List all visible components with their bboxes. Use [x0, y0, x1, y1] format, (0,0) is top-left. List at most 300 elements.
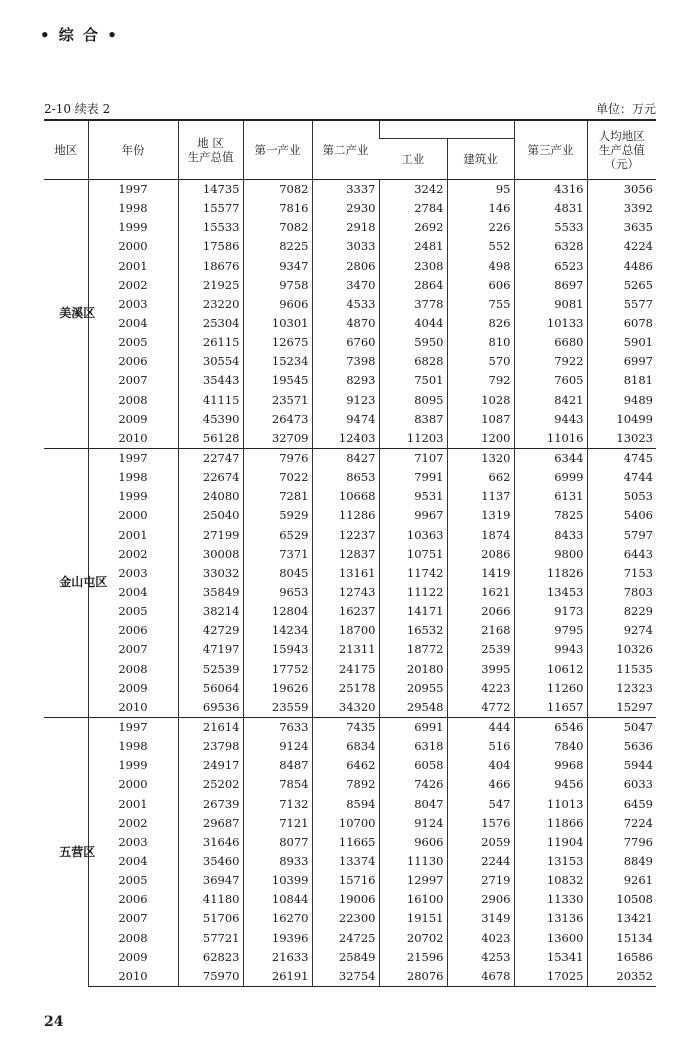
table-row [44, 967, 656, 987]
cell-secondary: 2930 [312, 199, 379, 218]
table-row [44, 506, 656, 525]
cell-year: 2001 [88, 526, 178, 545]
table-row [44, 660, 656, 679]
cell-secondary: 32754 [312, 967, 379, 987]
cell-tertiary: 17025 [514, 967, 587, 987]
cell-construction: 1137 [447, 487, 514, 506]
cell-industry: 19151 [379, 909, 447, 928]
cell-primary: 19626 [243, 679, 312, 698]
cell-primary: 5929 [243, 506, 312, 525]
cell-secondary: 25849 [312, 948, 379, 967]
cell-gdp: 31646 [178, 833, 243, 852]
cell-secondary: 3470 [312, 276, 379, 295]
cell-tertiary: 9795 [514, 621, 587, 640]
cell-industry: 28076 [379, 967, 447, 987]
cell-year: 1999 [88, 487, 178, 506]
cell-industry: 12997 [379, 871, 447, 890]
cell-tertiary: 7825 [514, 506, 587, 525]
cell-per-capita: 7224 [587, 814, 656, 833]
table-row [44, 526, 656, 545]
cell-tertiary: 7922 [514, 352, 587, 371]
cell-tertiary: 11866 [514, 814, 587, 833]
cell-industry: 10751 [379, 545, 447, 564]
table-row [44, 621, 656, 640]
cell-year: 1997 [88, 717, 178, 737]
cell-secondary: 11286 [312, 506, 379, 525]
cell-year: 2008 [88, 928, 178, 947]
col-header-industry: 工业 [379, 139, 447, 180]
cell-construction: 516 [447, 737, 514, 756]
cell-gdp: 62823 [178, 948, 243, 967]
cell-primary: 17752 [243, 660, 312, 679]
cell-per-capita: 7153 [587, 564, 656, 583]
cell-per-capita: 13023 [587, 429, 656, 449]
cell-year: 1997 [88, 180, 178, 200]
cell-secondary: 24725 [312, 928, 379, 947]
cell-per-capita: 10326 [587, 640, 656, 659]
cell-industry: 8047 [379, 795, 447, 814]
cell-tertiary: 9443 [514, 410, 587, 429]
cell-per-capita: 4745 [587, 448, 656, 468]
cell-gdp: 23798 [178, 737, 243, 756]
cell-year: 2001 [88, 795, 178, 814]
cell-per-capita: 8181 [587, 371, 656, 390]
cell-primary: 9606 [243, 295, 312, 314]
cell-secondary: 8594 [312, 795, 379, 814]
table-row [44, 795, 656, 814]
cell-per-capita: 10508 [587, 890, 656, 909]
cell-construction: 4223 [447, 679, 514, 698]
cell-tertiary: 6131 [514, 487, 587, 506]
cell-tertiary: 7840 [514, 737, 587, 756]
table-row [44, 928, 656, 947]
cell-secondary: 2806 [312, 257, 379, 276]
cell-industry: 2784 [379, 199, 447, 218]
cell-secondary: 13161 [312, 564, 379, 583]
cell-year: 2008 [88, 660, 178, 679]
table-row [44, 371, 656, 390]
cell-primary: 7633 [243, 717, 312, 737]
cell-industry: 18772 [379, 640, 447, 659]
cell-year: 1998 [88, 737, 178, 756]
cell-industry: 4044 [379, 314, 447, 333]
cell-construction: 404 [447, 756, 514, 775]
col-header-year: 年份 [88, 120, 178, 180]
table-row [44, 890, 656, 909]
cell-tertiary: 11904 [514, 833, 587, 852]
cell-primary: 7976 [243, 448, 312, 468]
cell-year: 2000 [88, 506, 178, 525]
cell-tertiary: 9968 [514, 756, 587, 775]
cell-secondary: 19006 [312, 890, 379, 909]
cell-year: 2008 [88, 391, 178, 410]
table-row [44, 352, 656, 371]
cell-per-capita: 7803 [587, 583, 656, 602]
cell-industry: 16532 [379, 621, 447, 640]
table-row [44, 909, 656, 928]
cell-primary: 9347 [243, 257, 312, 276]
cell-gdp: 69536 [178, 698, 243, 718]
cell-year: 2004 [88, 852, 178, 871]
cell-primary: 10399 [243, 871, 312, 890]
cell-industry: 8095 [379, 391, 447, 410]
cell-gdp: 38214 [178, 602, 243, 621]
cell-gdp: 25304 [178, 314, 243, 333]
cell-year: 2007 [88, 371, 178, 390]
cell-per-capita: 5406 [587, 506, 656, 525]
cell-construction: 3149 [447, 909, 514, 928]
cell-industry: 11130 [379, 852, 447, 871]
cell-tertiary: 13453 [514, 583, 587, 602]
cell-construction: 547 [447, 795, 514, 814]
cell-construction: 1087 [447, 410, 514, 429]
cell-per-capita: 9261 [587, 871, 656, 890]
cell-gdp: 27199 [178, 526, 243, 545]
cell-per-capita: 6459 [587, 795, 656, 814]
cell-industry: 21596 [379, 948, 447, 967]
cell-per-capita: 4224 [587, 237, 656, 256]
cell-year: 2009 [88, 948, 178, 967]
cell-secondary: 15716 [312, 871, 379, 890]
cell-secondary: 12837 [312, 545, 379, 564]
table-row [44, 871, 656, 890]
table-row [44, 948, 656, 967]
cell-per-capita: 3635 [587, 218, 656, 237]
table-id: 2-10 续表 2 [44, 102, 111, 116]
cell-gdp: 41180 [178, 890, 243, 909]
cell-primary: 16270 [243, 909, 312, 928]
cell-industry: 3242 [379, 180, 447, 200]
cell-secondary: 25178 [312, 679, 379, 698]
cell-construction: 570 [447, 352, 514, 371]
cell-per-capita: 4744 [587, 468, 656, 487]
cell-per-capita: 6997 [587, 352, 656, 371]
cell-gdp: 15533 [178, 218, 243, 237]
cell-per-capita: 6443 [587, 545, 656, 564]
cell-secondary: 7398 [312, 352, 379, 371]
cell-tertiary: 6999 [514, 468, 587, 487]
cell-secondary: 10700 [312, 814, 379, 833]
table-row [44, 180, 656, 200]
cell-tertiary: 10133 [514, 314, 587, 333]
cell-construction: 1028 [447, 391, 514, 410]
cell-tertiary: 9943 [514, 640, 587, 659]
cell-industry: 20180 [379, 660, 447, 679]
cell-year: 2001 [88, 257, 178, 276]
cell-tertiary: 11260 [514, 679, 587, 698]
cell-tertiary: 6328 [514, 237, 587, 256]
cell-construction: 4253 [447, 948, 514, 967]
cell-tertiary: 7605 [514, 371, 587, 390]
cell-tertiary: 6680 [514, 333, 587, 352]
cell-gdp: 17586 [178, 237, 243, 256]
cell-gdp: 23220 [178, 295, 243, 314]
cell-industry: 6991 [379, 717, 447, 737]
cell-industry: 7107 [379, 448, 447, 468]
table-row [44, 852, 656, 871]
region-name: 五营区 [59, 844, 96, 859]
cell-per-capita: 5901 [587, 333, 656, 352]
cell-per-capita: 4486 [587, 257, 656, 276]
table-row [44, 679, 656, 698]
table-row [44, 333, 656, 352]
cell-industry: 9531 [379, 487, 447, 506]
cell-gdp: 26115 [178, 333, 243, 352]
cell-construction: 146 [447, 199, 514, 218]
cell-primary: 15943 [243, 640, 312, 659]
region-label [44, 717, 96, 986]
cell-year: 2005 [88, 333, 178, 352]
cell-year: 2009 [88, 679, 178, 698]
cell-tertiary: 13153 [514, 852, 587, 871]
cell-year: 2005 [88, 602, 178, 621]
cell-year: 2003 [88, 833, 178, 852]
cell-industry: 11122 [379, 583, 447, 602]
cell-construction: 792 [447, 371, 514, 390]
cell-construction: 662 [447, 468, 514, 487]
cell-construction: 2168 [447, 621, 514, 640]
cell-construction: 1621 [447, 583, 514, 602]
cell-construction: 2539 [447, 640, 514, 659]
cell-construction: 444 [447, 717, 514, 737]
cell-industry: 10363 [379, 526, 447, 545]
cell-year: 2006 [88, 890, 178, 909]
cell-year: 2000 [88, 237, 178, 256]
cell-primary: 15234 [243, 352, 312, 371]
cell-industry: 2308 [379, 257, 447, 276]
cell-gdp: 36947 [178, 871, 243, 890]
cell-construction: 3995 [447, 660, 514, 679]
cell-primary: 19396 [243, 928, 312, 947]
cell-per-capita: 5577 [587, 295, 656, 314]
cell-primary: 6529 [243, 526, 312, 545]
cell-year: 2003 [88, 295, 178, 314]
cell-tertiary: 6523 [514, 257, 587, 276]
cell-secondary: 24175 [312, 660, 379, 679]
cell-primary: 26473 [243, 410, 312, 429]
cell-construction: 810 [447, 333, 514, 352]
cell-tertiary: 4831 [514, 199, 587, 218]
cell-secondary: 10668 [312, 487, 379, 506]
statistics-table [44, 119, 656, 987]
cell-gdp: 33032 [178, 564, 243, 583]
cell-gdp: 25040 [178, 506, 243, 525]
cell-secondary: 6462 [312, 756, 379, 775]
cell-gdp: 24917 [178, 756, 243, 775]
cell-industry: 6828 [379, 352, 447, 371]
cell-per-capita: 9274 [587, 621, 656, 640]
cell-construction: 4023 [447, 928, 514, 947]
cell-tertiary: 10832 [514, 871, 587, 890]
cell-tertiary: 5533 [514, 218, 587, 237]
table-row [44, 545, 656, 564]
cell-industry: 16100 [379, 890, 447, 909]
cell-industry: 11203 [379, 429, 447, 449]
cell-secondary: 34320 [312, 698, 379, 718]
cell-year: 2010 [88, 429, 178, 449]
cell-per-capita: 3392 [587, 199, 656, 218]
cell-per-capita: 6033 [587, 775, 656, 794]
table-row [44, 295, 656, 314]
table-subheading [44, 100, 656, 118]
cell-year: 2003 [88, 564, 178, 583]
table-row [44, 698, 656, 718]
cell-year: 2002 [88, 276, 178, 295]
cell-construction: 2906 [447, 890, 514, 909]
table-row [44, 391, 656, 410]
cell-per-capita: 8849 [587, 852, 656, 871]
cell-tertiary: 9173 [514, 602, 587, 621]
table-row [44, 314, 656, 333]
cell-primary: 32709 [243, 429, 312, 449]
cell-industry: 20702 [379, 928, 447, 947]
cell-gdp: 35460 [178, 852, 243, 871]
cell-gdp: 26739 [178, 795, 243, 814]
cell-per-capita: 16586 [587, 948, 656, 967]
table-row [44, 602, 656, 621]
cell-primary: 9758 [243, 276, 312, 295]
cell-gdp: 18676 [178, 257, 243, 276]
cell-primary: 8225 [243, 237, 312, 256]
cell-tertiary: 6344 [514, 448, 587, 468]
cell-primary: 8933 [243, 852, 312, 871]
cell-gdp: 41115 [178, 391, 243, 410]
table-header [44, 120, 656, 180]
section-title: • 综 合 • [40, 26, 119, 44]
cell-industry: 2692 [379, 218, 447, 237]
table-row [44, 756, 656, 775]
cell-secondary: 2918 [312, 218, 379, 237]
cell-per-capita: 5636 [587, 737, 656, 756]
cell-gdp: 29687 [178, 814, 243, 833]
cell-construction: 1200 [447, 429, 514, 449]
cell-industry: 14171 [379, 602, 447, 621]
cell-primary: 9653 [243, 583, 312, 602]
table-body [44, 180, 656, 987]
cell-tertiary: 11330 [514, 890, 587, 909]
cell-primary: 21633 [243, 948, 312, 967]
cell-secondary: 7435 [312, 717, 379, 737]
cell-gdp: 56064 [178, 679, 243, 698]
table-row [44, 640, 656, 659]
table-row [44, 775, 656, 794]
cell-primary: 23559 [243, 698, 312, 718]
cell-gdp: 30008 [178, 545, 243, 564]
cell-primary: 9124 [243, 737, 312, 756]
cell-per-capita: 5797 [587, 526, 656, 545]
cell-secondary: 18700 [312, 621, 379, 640]
cell-tertiary: 6546 [514, 717, 587, 737]
cell-construction: 755 [447, 295, 514, 314]
cell-tertiary: 8421 [514, 391, 587, 410]
cell-gdp: 45390 [178, 410, 243, 429]
cell-secondary: 6760 [312, 333, 379, 352]
cell-per-capita: 10499 [587, 410, 656, 429]
cell-industry: 6058 [379, 756, 447, 775]
cell-construction: 606 [447, 276, 514, 295]
cell-industry: 6318 [379, 737, 447, 756]
cell-per-capita: 15134 [587, 928, 656, 947]
cell-secondary: 12237 [312, 526, 379, 545]
cell-tertiary: 11657 [514, 698, 587, 718]
cell-year: 1998 [88, 199, 178, 218]
cell-tertiary: 9456 [514, 775, 587, 794]
cell-industry: 7501 [379, 371, 447, 390]
table-row [44, 448, 656, 468]
cell-construction: 826 [447, 314, 514, 333]
cell-tertiary: 11013 [514, 795, 587, 814]
cell-year: 2002 [88, 814, 178, 833]
table-row [44, 257, 656, 276]
region-label [44, 180, 96, 449]
cell-secondary: 3033 [312, 237, 379, 256]
cell-tertiary: 8697 [514, 276, 587, 295]
cell-secondary: 16237 [312, 602, 379, 621]
cell-gdp: 25202 [178, 775, 243, 794]
cell-primary: 7082 [243, 180, 312, 200]
cell-year: 1999 [88, 756, 178, 775]
col-header-secondary: 第二产业 [312, 120, 379, 180]
table-row [44, 410, 656, 429]
cell-primary: 12675 [243, 333, 312, 352]
cell-year: 2009 [88, 410, 178, 429]
region-name: 美溪区 [59, 306, 96, 321]
cell-primary: 8045 [243, 564, 312, 583]
cell-primary: 14234 [243, 621, 312, 640]
table-row [44, 737, 656, 756]
cell-tertiary: 11826 [514, 564, 587, 583]
table-row [44, 199, 656, 218]
cell-secondary: 4533 [312, 295, 379, 314]
cell-construction: 1419 [447, 564, 514, 583]
cell-industry: 2864 [379, 276, 447, 295]
cell-secondary: 22300 [312, 909, 379, 928]
cell-tertiary: 13600 [514, 928, 587, 947]
cell-year: 2010 [88, 698, 178, 718]
cell-gdp: 14735 [178, 180, 243, 200]
cell-per-capita: 20352 [587, 967, 656, 987]
table-row [44, 429, 656, 449]
cell-industry: 8387 [379, 410, 447, 429]
cell-industry: 5950 [379, 333, 447, 352]
cell-tertiary: 4316 [514, 180, 587, 200]
cell-primary: 7082 [243, 218, 312, 237]
cell-tertiary: 15341 [514, 948, 587, 967]
cell-gdp: 75970 [178, 967, 243, 987]
cell-construction: 466 [447, 775, 514, 794]
cell-gdp: 57721 [178, 928, 243, 947]
cell-per-capita: 8229 [587, 602, 656, 621]
cell-secondary: 7892 [312, 775, 379, 794]
table-row [44, 218, 656, 237]
cell-primary: 8487 [243, 756, 312, 775]
cell-year: 1998 [88, 468, 178, 487]
cell-per-capita: 9489 [587, 391, 656, 410]
cell-gdp: 52539 [178, 660, 243, 679]
col-header-region: 地区 [44, 120, 88, 180]
cell-year: 2010 [88, 967, 178, 987]
cell-year: 2004 [88, 314, 178, 333]
region-label [44, 448, 108, 717]
cell-primary: 7854 [243, 775, 312, 794]
cell-construction: 2059 [447, 833, 514, 852]
cell-secondary: 8427 [312, 448, 379, 468]
cell-year: 2004 [88, 583, 178, 602]
cell-gdp: 21925 [178, 276, 243, 295]
cell-tertiary: 13136 [514, 909, 587, 928]
cell-year: 2002 [88, 545, 178, 564]
cell-secondary: 12743 [312, 583, 379, 602]
